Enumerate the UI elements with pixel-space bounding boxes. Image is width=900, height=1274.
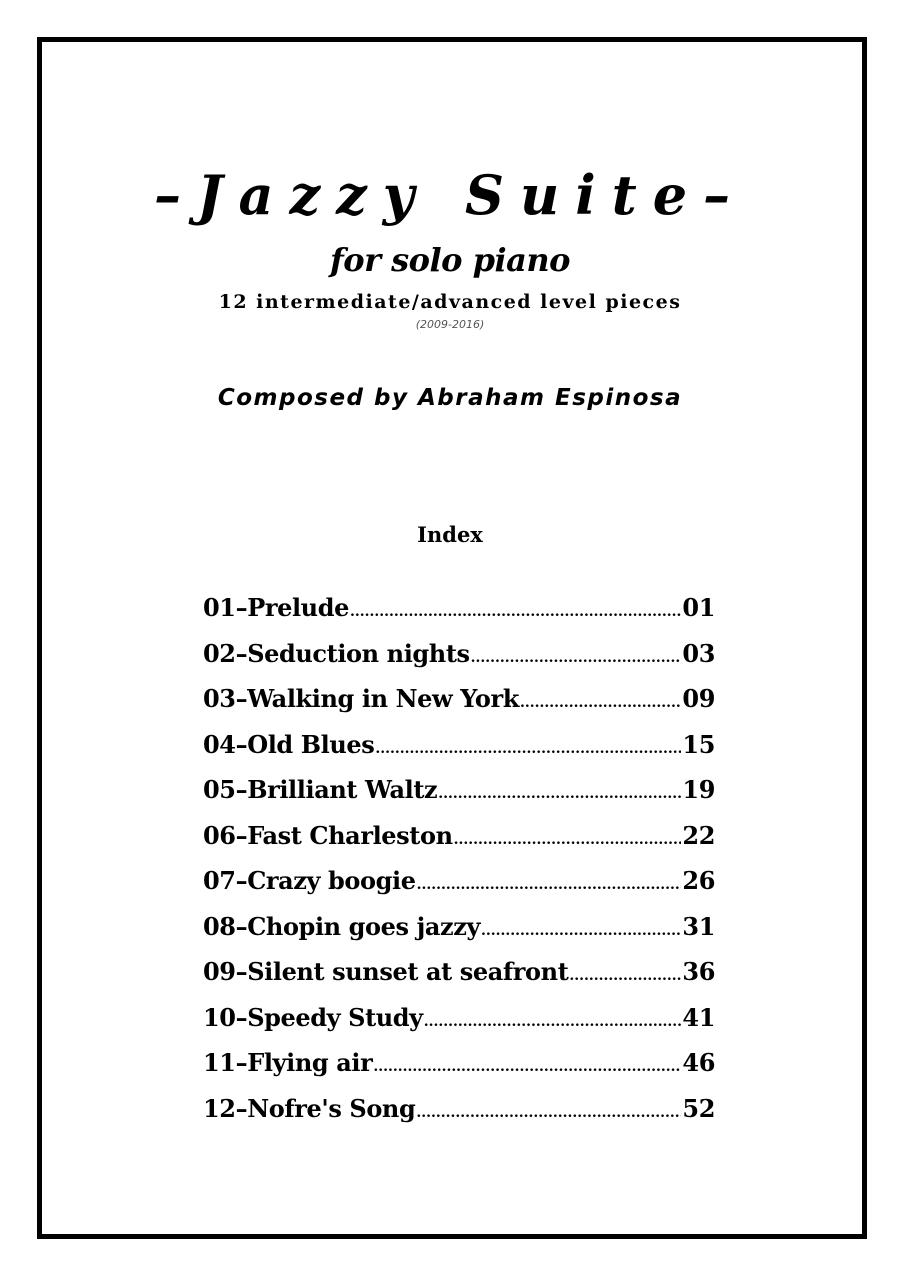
dot-leader [350,592,681,632]
toc-entry [203,588,715,634]
toc-entry-title: 04–Old Blues [203,729,375,759]
toc-entry-title: 03–Walking in New York [203,684,519,713]
toc-entry-page: 26 [682,866,715,895]
toc-entry [203,1043,715,1089]
dot-leader [416,1093,681,1133]
toc-entry-title: 02–Seduction nights [203,638,470,668]
toc-entry-title: 06–Fast Charleston [203,820,453,850]
toc-entry-title: 08–Chopin goes jazzy [203,911,481,941]
toc-entry-title: 10–Speedy Study [203,1002,423,1032]
toc-entry-title: 01–Prelude [203,593,349,622]
toc-entry-title: 12–Nofre's Song [203,1093,416,1123]
toc-entry [203,861,715,907]
toc-entry-page: 01 [682,593,715,622]
toc-entry-page: 52 [682,1093,715,1123]
toc-entry-page: 15 [682,729,715,759]
suite-title: –Jazzy Suite– [153,163,747,227]
toc-entry [203,1089,715,1135]
dot-leader [481,911,681,951]
dot-leader [417,865,682,905]
toc-entry [203,907,715,953]
toc-entry [203,725,715,771]
index-heading: Index [417,522,483,547]
toc-entry-page: 22 [682,820,715,850]
toc-entry-page: 36 [682,957,715,986]
toc-entry-title: 09–Silent sunset at seafront [203,957,569,986]
suite-subtitle: for solo piano [330,241,570,279]
dot-leader [520,683,681,723]
toc-entry-page: 41 [682,1002,715,1032]
suite-description: 12 intermediate/advanced level pieces [218,291,682,313]
toc-entry-page: 19 [682,775,715,804]
toc-entry-page: 03 [682,638,715,668]
toc-entry [203,998,715,1044]
dot-leader [375,729,681,769]
dot-leader [569,956,681,996]
toc-entry [203,770,715,816]
toc-entry [203,634,715,680]
toc-entry-title: 11–Flying air [203,1048,373,1077]
toc-entry [203,679,715,725]
toc-entry-page: 46 [682,1048,715,1077]
dot-leader [438,774,681,814]
composer-credit: Composed by Abraham Espinosa [217,385,683,411]
toc-entry [203,952,715,998]
composition-years: (2009-2016) [415,318,485,331]
toc-entry-title: 07–Crazy boogie [203,866,416,895]
dot-leader [471,638,682,678]
toc-entry-title: 05–Brilliant Waltz [203,775,438,804]
dot-leader [454,820,682,860]
toc-entry-page: 31 [682,911,715,941]
toc-entry-page: 09 [682,684,715,713]
toc-entry [203,816,715,862]
dot-leader [424,1002,682,1042]
table-of-contents [203,588,715,1134]
dot-leader [373,1047,681,1087]
